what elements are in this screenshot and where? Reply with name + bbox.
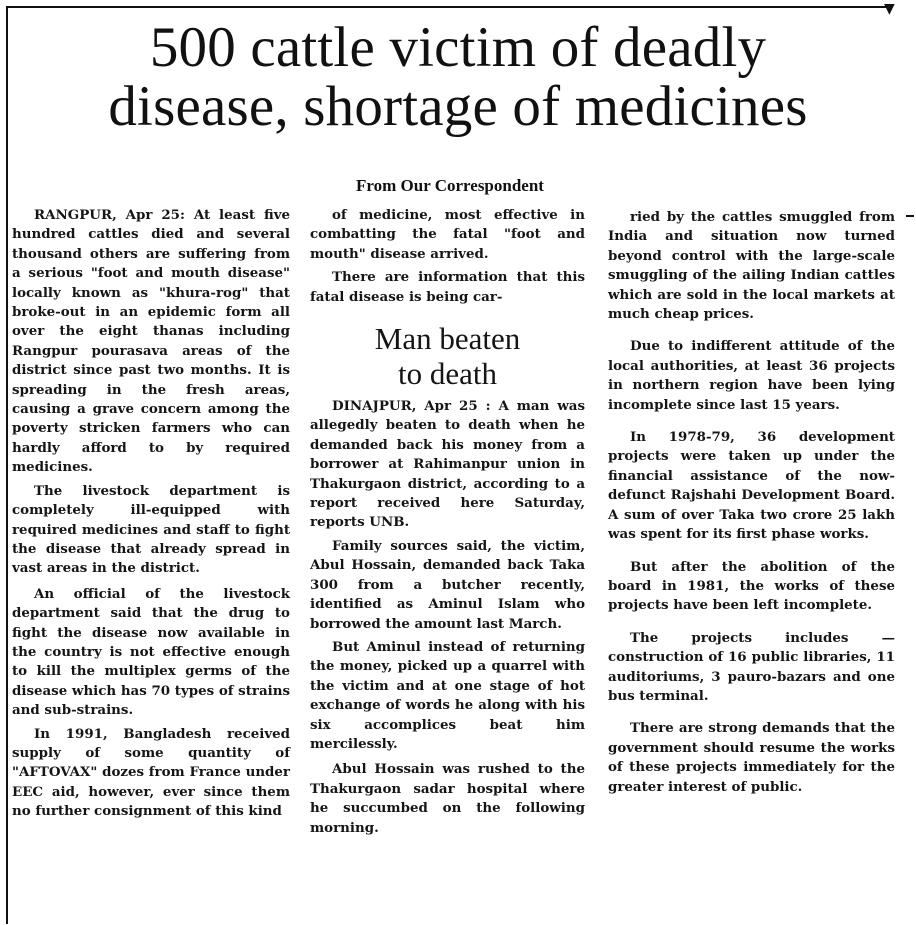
paragraph: There are strong demands that the government should resume the works of these projects immediately for the greater interest of public. bbox=[608, 720, 895, 795]
top-border-rule bbox=[6, 6, 888, 8]
paragraph: In 1978-79, 36 development projects were taken up under the financial assistance of the now-defunct Rajshahi Development Board. A sum of over Taka two crore 25 lakh was spent for its first phase works. bbox=[608, 429, 895, 543]
paragraph: Abul Hossain was rushed to the Thakurgaon sadar hospital where he succumbed on the following morning. bbox=[310, 761, 585, 836]
paragraph: Due to indifferent attitude of the local authorities, at least 36 projects in northern region have been lying incomplete since last 15 years. bbox=[608, 338, 895, 413]
column-2 bbox=[310, 206, 585, 842]
paragraph: But Aminul instead of returning the money, picked up a quarrel with the victim and at one stage of hot exchange of words he along with his six accomplices beat him mercilessly. bbox=[310, 638, 585, 752]
margin-tick-mark bbox=[906, 215, 914, 217]
corner-arrow-icon: ▼ bbox=[884, 1, 895, 17]
left-border-rule bbox=[6, 6, 8, 924]
story2-headline bbox=[310, 321, 585, 391]
column-1 bbox=[12, 206, 290, 826]
paragraph: The livestock department is completely ill-equipped with required medicines and staff to fight the disease that already spread in vast areas in the district. bbox=[12, 482, 290, 577]
story2-headline-line-1: Man beaten bbox=[374, 321, 521, 357]
paragraph: But after the abolition of the board in 1981, the works of these projects have been left incomplete. bbox=[608, 558, 895, 614]
paragraph: ried by the cattles smuggled from India and situation now turned beyond control with the large-scale smuggling of the ailing Indian cattles which are sold in the local markets at much cheap prices. bbox=[608, 209, 895, 323]
paragraph: The projects includes — construction of 16 public libraries, 11 auditoriums, 3 pauro-bazars and one bus terminal. bbox=[608, 629, 895, 704]
article-headline bbox=[10, 18, 906, 136]
paragraph: DINAJPUR, Apr 25 : A man was allegedly beaten to death when he demanded back his money from a borrower at Rahimanpur union in Thakurgaon district, according to a report received here Saturday, reports UNB. bbox=[310, 398, 585, 531]
headline-line-2: disease, shortage of medicines bbox=[108, 75, 808, 138]
paragraph: An official of the livestock department said that the drug to fight the disease now available in the country is not effective enough to kill the multiplex germs of the disease which has 70 types of strains and sub-strains. bbox=[12, 585, 290, 719]
paragraph: of medicine, most effective in combatting the fatal "foot and mouth" disease arrived. bbox=[310, 207, 585, 262]
paragraph: RANGPUR, Apr 25: At least five hundred cattles died and several thousand others are suffering from a serious "foot and mouth disease" locally known as "khura-rog" that broke-out in an epidemic form all over the eight thanas including Rangpur pourasava areas of the district since past two months. It is spreading in the fresh areas, causing a grave concern among the poverty stricken farmers who can hardly afford to by required medicines. bbox=[12, 207, 290, 476]
byline: From Our Correspondent bbox=[356, 176, 544, 195]
paragraph: In 1991, Bangladesh received supply of some quantity of "AFTOVAX" dozes from France under EEC aid, however, ever since them no further consignment of this kind bbox=[12, 725, 290, 820]
paragraph: There are information that this fatal disease is being car- bbox=[310, 269, 585, 305]
column-3 bbox=[608, 208, 895, 810]
headline-line-1: 500 cattle victim of deadly bbox=[149, 16, 767, 79]
story2-headline-line-2: to death bbox=[398, 356, 497, 392]
paragraph: Family sources said, the victim, Abul Hossain, demanded back Taka 300 from a butcher recently, identified as Aminul Islam who borrowed the amount last March. bbox=[310, 537, 585, 632]
